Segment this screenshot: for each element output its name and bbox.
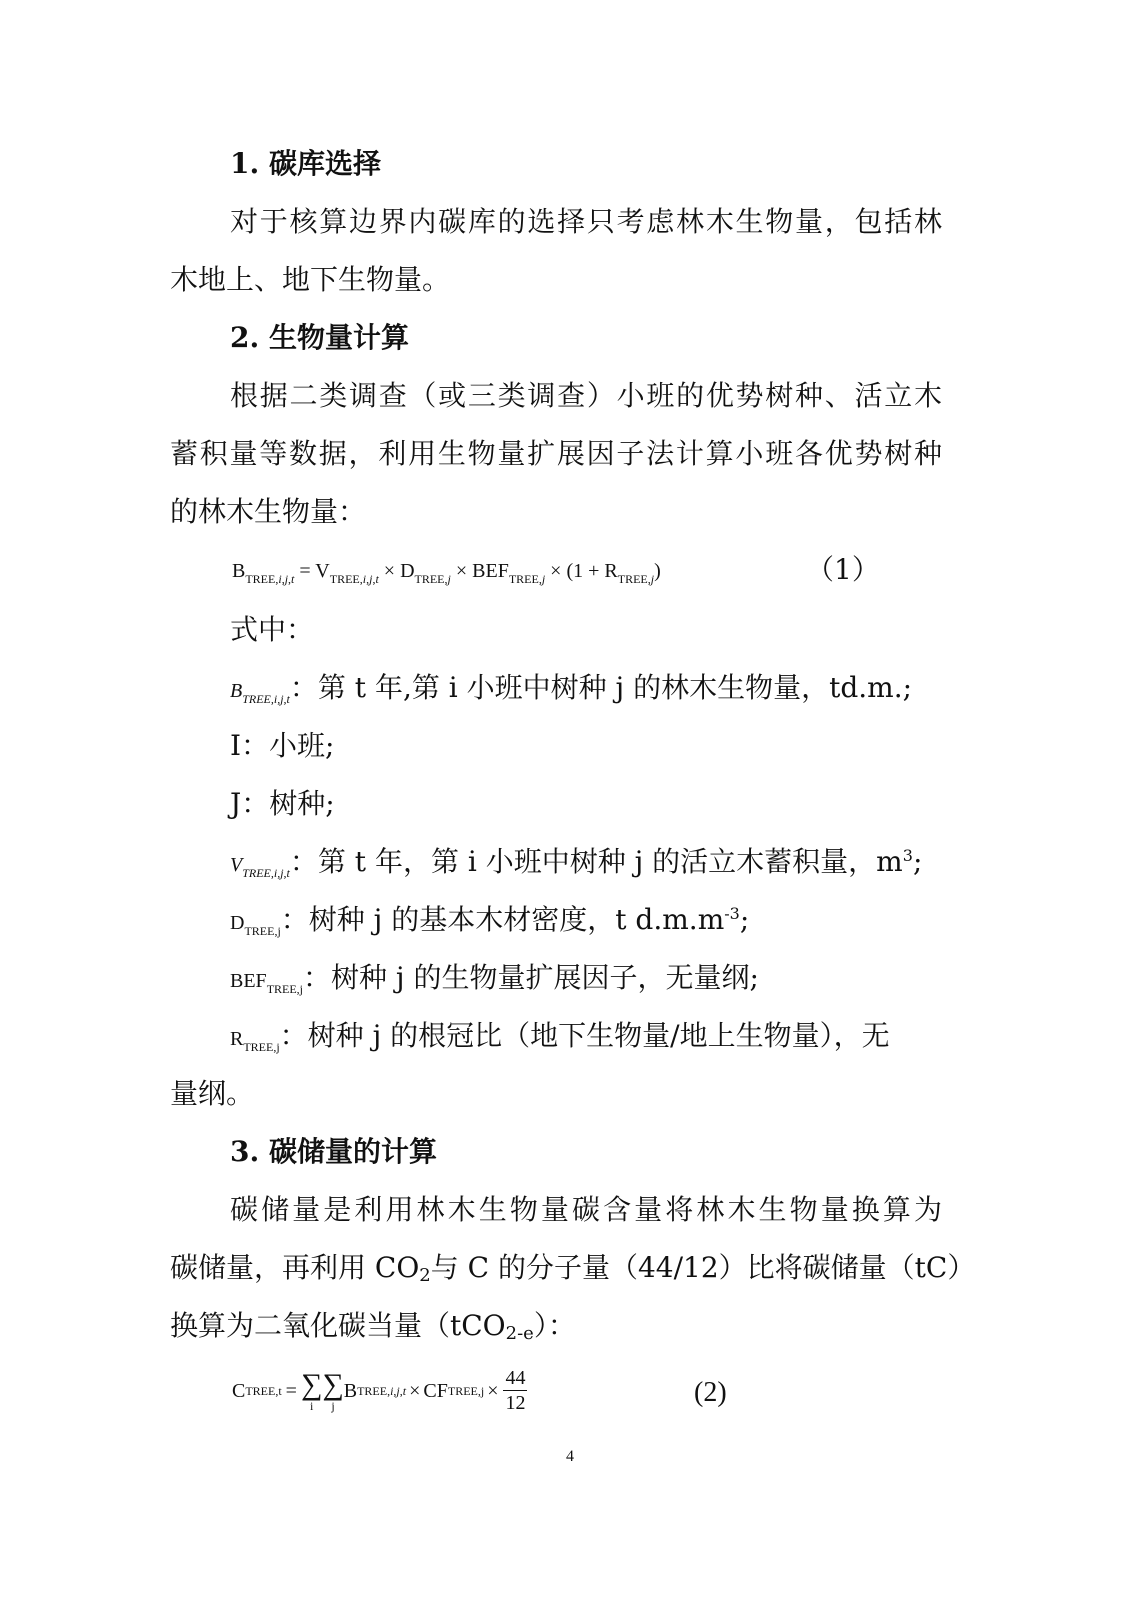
def-d-symbol: D — [230, 912, 245, 934]
section-3-paragraph-line-1: 碳储量是利用林木生物量碳含量将林木生物量换算为 — [230, 1193, 942, 1226]
equation-2-number: (2) — [694, 1377, 727, 1408]
equation-1-number: （1） — [806, 553, 880, 586]
eq2-fraction — [503, 1366, 527, 1415]
eq1-b-subscript: TREE,i,j,t — [245, 572, 295, 586]
definition-b — [230, 671, 912, 708]
def-b-text: ：第 t 年,第 i 小班中树种 j 的林木生物量，td.m.; — [289, 671, 913, 704]
eq1-r-symbol: R — [604, 560, 618, 582]
definition-j: J：树种; — [230, 787, 335, 820]
eq1-v-symbol: V — [315, 560, 330, 582]
eq1-b-symbol: B — [232, 560, 246, 582]
def-v-end: ; — [912, 845, 923, 878]
eq1-bef-subscript: TREE,j — [508, 572, 546, 586]
section-1-paragraph-line-2: 木地上、地下生物量。 — [170, 263, 451, 296]
def-r-subscript: TREE,j — [243, 1040, 280, 1054]
eq1-d-subscript: TREE,j — [414, 572, 451, 586]
definition-r-line-2: 量纲。 — [170, 1077, 255, 1110]
s3-line3-part-a: 换算为二氧化碳当量（tCO — [170, 1309, 506, 1342]
eq2-denominator: 12 — [505, 1392, 526, 1414]
def-b-symbol: B — [230, 680, 243, 702]
section-1-paragraph-line-1: 对于核算边界内碳库的选择只考虑林木生物量，包括林 — [230, 205, 942, 238]
def-bef-text: ：树种 j 的生物量扩展因子，无量纲; — [303, 961, 759, 994]
definition-r — [230, 1019, 890, 1056]
section-3-paragraph-line-3 — [170, 1309, 576, 1343]
section-2-heading: 2. 生物量计算 — [230, 321, 409, 354]
s3-line3-subscript: 2-e — [505, 1323, 534, 1344]
eq2-numerator: 44 — [505, 1367, 526, 1389]
def-b-subscript: TREE,i,j,t — [242, 692, 290, 706]
section-1-heading: 1. 碳库选择 — [230, 147, 381, 180]
eq1-times-2: × — [455, 560, 468, 582]
s3-line3-part-b: ）： — [533, 1309, 576, 1342]
eq1-close-paren: ) — [654, 560, 661, 582]
def-v-text: ：第 t 年，第 i 小班中树种 j 的活立木蓄积量，m — [289, 845, 903, 878]
s3-line2-part-a: 碳储量，再利用 CO — [170, 1251, 420, 1284]
def-d-subscript: TREE,j — [244, 924, 281, 938]
def-d-superscript: -3 — [724, 904, 740, 923]
eq2-sigma-i: ∑ — [300, 1367, 323, 1401]
eq1-v-subscript: TREE,i,j,t — [329, 572, 379, 586]
def-r-text: ：树种 j 的根冠比（地下生物量/地上生物量），无 — [279, 1019, 890, 1052]
eq2-sigma-j: ∑ — [322, 1367, 344, 1401]
def-r-symbol: R — [230, 1028, 244, 1050]
eq2-index-j: j — [331, 1398, 335, 1413]
eq2-times-2: × — [487, 1379, 499, 1402]
equation-2: C TREE,t = ∑ i ∑ j B TREE,i,j,t × CF TREE,j × $\frac{44}{12}$ — [232, 1367, 526, 1414]
s3-line2-part-b: 与 C 的分子量（44/12）比将碳储量（tC） — [430, 1251, 976, 1284]
def-d-end: ; — [739, 903, 750, 936]
eq1-d-symbol: D — [400, 560, 415, 582]
section-2-paragraph-line-2: 蓄积量等数据，利用生物量扩展因子法计算小班各优势树种 — [170, 437, 942, 470]
def-v-symbol: V — [230, 854, 243, 876]
eq1-equals: = — [299, 560, 311, 582]
eq1-r-subscript: TREE,j — [617, 572, 655, 586]
definition-bef — [230, 961, 759, 998]
eq2-times-1: × — [409, 1379, 421, 1402]
equation-1 — [232, 558, 661, 584]
eq2-sum-i — [300, 1367, 323, 1413]
eq1-open-paren: (1 + — [566, 560, 600, 582]
definition-i: I：小班; — [230, 729, 335, 762]
eq1-times-1: × — [383, 560, 396, 582]
eq1-bef-symbol: BEF — [472, 560, 509, 582]
eq2-sum-j — [322, 1367, 344, 1413]
eq2-c-symbol: C — [232, 1379, 246, 1402]
s3-line2-subscript: 2 — [419, 1265, 431, 1286]
def-v-superscript: 3 — [902, 846, 913, 865]
eq2-cf-symbol: CF — [423, 1379, 448, 1402]
eq1-times-3: × — [550, 560, 562, 582]
section-2-paragraph-line-1: 根据二类调查（或三类调查）小班的优势树种、活立木 — [230, 379, 942, 412]
def-v-subscript: TREE,i,j,t — [242, 866, 290, 880]
section-3-paragraph-line-2 — [170, 1251, 975, 1285]
section-2-paragraph-line-3: 的林木生物量： — [170, 495, 367, 528]
eq2-equals: = — [285, 1379, 297, 1402]
eq2-b-symbol: B — [343, 1379, 358, 1402]
page-number: 4 — [566, 1448, 574, 1465]
where-label: 式中： — [230, 613, 315, 646]
eq2-index-i: i — [309, 1398, 314, 1413]
def-bef-subscript: TREE,j — [266, 982, 304, 996]
def-d-text: ：树种 j 的基本木材密度，t d.m.m — [280, 903, 725, 936]
def-bef-symbol: BEF — [230, 970, 267, 992]
section-3-heading: 3. 碳储量的计算 — [230, 1135, 437, 1168]
definition-v — [230, 845, 922, 882]
definition-d — [230, 903, 749, 940]
